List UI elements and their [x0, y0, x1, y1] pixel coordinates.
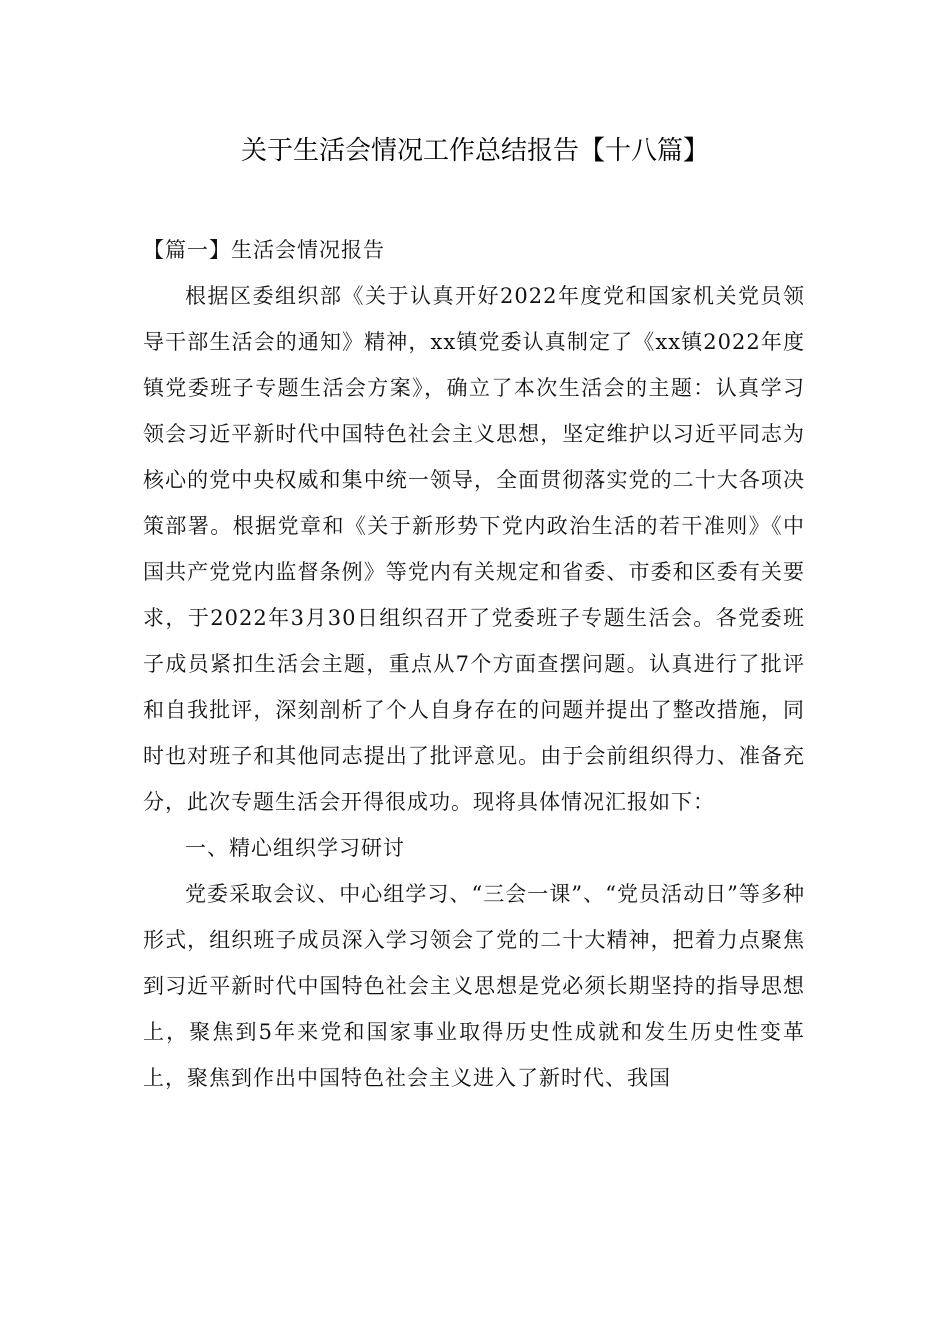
document-title: 关于生活会情况工作总结报告【十八篇】 — [240, 136, 709, 166]
section-heading: 【篇一】生活会情况报告 — [143, 238, 385, 262]
paragraph: 根据区委组织部《关于认真开好2022年度党和国家机关党员领导干部生活会的通知》精神，xx镇党委认真制定了《xx镇2022年度镇党委班子专题生活会方案》，确立了本次生活会的主题：认真学习领会习近平新时代中国特色社会主义思想，坚定维护以习近平同志为核心的党中央权威和集中统一领导，全面贯彻落实党的二十大各项决策部署。根据党章和《关于新形势下党内政治生活的若干准则》《中国共产党党内监督条例》等党内有关规定和省委、市委和区委有关要求，于2022年3月30日组织召开了党委班子专题生活会。各党委班子成员紧扣生活会主题，重点从7个方面查摆问题。认真进行了批评和自我批评，深刻剖析了个人自身存在的问题并提出了整改措施，同时也对班子和其他同志提出了批评意见。由于会前组织得力、准备充分，此次专题生活会开得很成功。现将具体情况汇报如下： — [143, 284, 805, 814]
subsection-heading: 一、精心组织学习研讨 — [185, 836, 405, 860]
paragraph: 党委采取会议、中心组学习、“三会一课”、“党员活动日”等多种形式，组织班子成员深入学习领会了党的二十大精神，把着力点聚焦到习近平新时代中国特色社会主义思想是党必须长期坚持的指导思想上，聚焦到5年来党和国家事业取得历史性成就和发生历史性变革上，聚焦到作出中国特色社会主义进入了新时代、我国 — [143, 882, 805, 1090]
document-body — [143, 227, 805, 1101]
